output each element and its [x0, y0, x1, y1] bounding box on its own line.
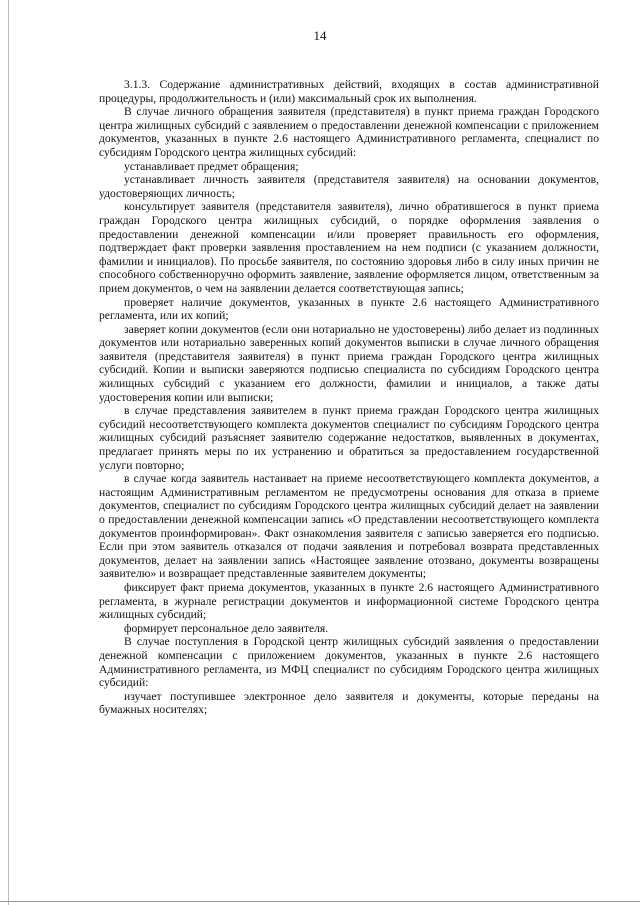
action-item: в случае когда заявитель настаивает на приеме несоответствующего комплекта документов, а настоящим Административным регламентом не предусмотрены основания для отказа в приеме документов, специалист по субсидиям Городского центра жилищных субсидий делает на заявлении о предоставлении денежной компенсации запись «О представлении несоответствующего комплекта документов проинформирован». Факт ознакомления заявителя с записью заверяется его подписью. Если при этом заявитель отказался от подачи заявления и потребовал возврата представленных документов, делает на заявлении запись «Настоящее заявление отозвано, документы возвращены заявителю» и возвращает представленные заявителем документы; — [99, 472, 599, 581]
scan-edge-line — [8, 0, 9, 905]
action-item: проверяет наличие документов, указанных в пункте 2.6 настоящего Административного регламента, или их копий; — [99, 295, 599, 323]
action-item: консультирует заявителя (представителя заявителя), лично обратившегося в пункт приема граждан Городского центра жилищных субсидий, о порядке оформления заявления о предоставлении денежной компенсации и/или проверяет правильность его оформления, подтверждает факт проверки заявления проставлением на нем подписи (с указанием должности, фамилии и инициалов). По просьбе заявителя, по состоянию здоровья либо в силу иных причин не способного собственноручно оформить заявление, заявление оформляется лицом, ответственным за прием документов, о чем на заявлении делается соответствующая запись; — [99, 200, 599, 295]
action-item: в случае представления заявителем в пункт приема граждан Городского центра жилищных субсидий несоответствующего комплекта документов специалист по субсидиям Городского центра жилищных субсидий разъясняет заявителю содержание недостатков, выявленных в документах, предлагает принять меры по их устранению и обратиться за предоставлением государственной услуги повторно; — [99, 404, 599, 472]
page-number: 14 — [313, 28, 327, 43]
document-body — [99, 78, 599, 717]
action-item: устанавливает предмет обращения; — [124, 159, 299, 173]
action-item: устанавливает личность заявителя (представителя заявителя) на основании документов, удостоверяющих личность; — [99, 173, 599, 200]
action-item: фиксирует факт приема документов, указанных в пункте 2.6 настоящего Административного регламента, в журнале регистрации документов и информационной системе Городского центра жилищных субсидий; — [99, 580, 599, 622]
body-paragraph: В случае личного обращения заявителя (представителя) в пункт приема граждан Городского центра жилищных субсидий с заявлением о предоставлении денежной компенсации с приложением документов, указанных в пункте 2.6 настоящего Административного регламента, специалист по субсидиям Городского центра жилищных субсидий: — [99, 105, 599, 159]
action-item: формирует персональное дело заявителя. — [124, 621, 329, 635]
action-item: изучает поступившее электронное дело заявителя и документы, которые переданы на бумажных носителях; — [99, 689, 599, 717]
scan-bottom-edge — [0, 901, 640, 902]
section-heading-paragraph: 3.1.3. Содержание административных действий, входящих в состав административной процедуры, продолжительность и (или) максимальный срок их выполнения. — [99, 78, 599, 105]
body-paragraph: В случае поступления в Городской центр жилищных субсидий заявления о предоставлении денежной компенсации с приложением документов, указанных в пункте 2.6 настоящего Административного регламента, из МФЦ специалист по субсидиям Городского центра жилищных субсидий: — [99, 635, 599, 690]
action-item: заверяет копии документов (если они нотариально не удостоверены) либо делает из подлинных документов или нотариально заверенных копий документов выписки в случае личного обращения заявителя (представителя заявителя) в пункт приема граждан Городского центра жилищных субсидий. Копии и выписки заверяются подписью специалиста по субсидиям Городского центра жилищных субсидий с указанием его должности, фамилии и инициалов, а также даты удостоверения копии или выписки; — [99, 322, 599, 404]
